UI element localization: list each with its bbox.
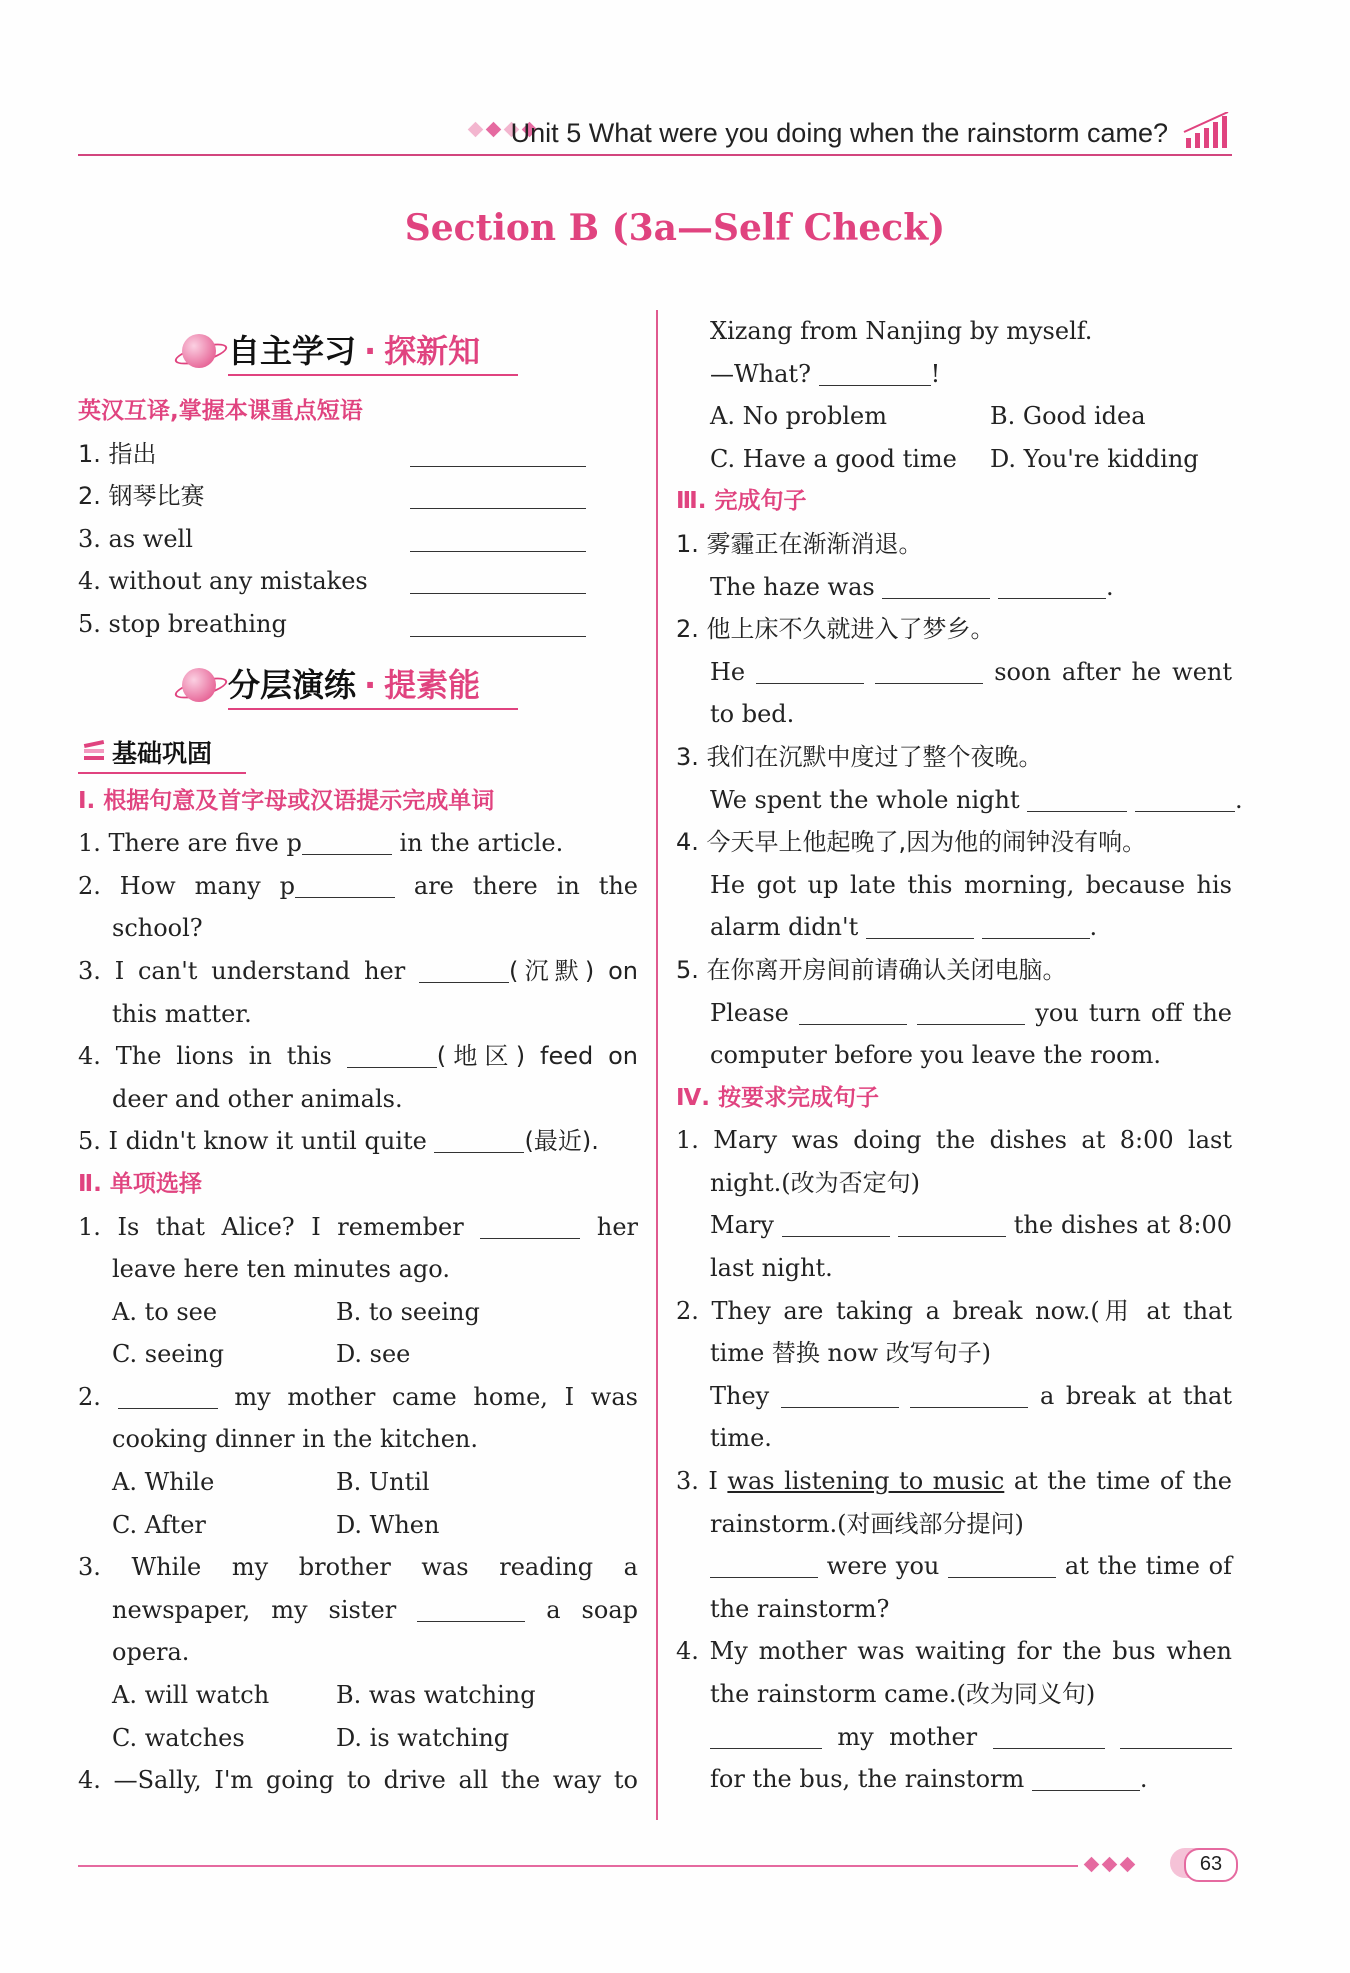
option-c[interactable]: C. watches <box>112 1723 245 1752</box>
question-line: time 替换 now 改写句子) <box>710 1339 991 1368</box>
option-b[interactable]: B. Good idea <box>990 402 1146 431</box>
answer-blank[interactable] <box>347 1037 437 1068</box>
question-line: 5. 在你离开房间前请确认关闭电脑。 <box>676 955 1067 984</box>
question-line: for the bus, the rainstorm . <box>676 1758 1232 1801</box>
question-line: were you at the time of <box>676 1545 1232 1588</box>
vocab-item: 1. 指出 <box>78 433 638 476</box>
answer-blank[interactable] <box>1135 781 1235 812</box>
left-column <box>78 312 638 1802</box>
unit-title: Unit 5 What were you doing when the rainstorm came? <box>510 118 1168 148</box>
option-c[interactable]: C. Have a good time <box>710 444 957 473</box>
answer-blank[interactable] <box>882 568 990 599</box>
question-line: the rainstorm came.(改为同义句) <box>710 1680 1096 1708</box>
underlined-phrase: was listening to music <box>727 1467 1005 1496</box>
question-line: 2. They are taking a break now.(用 at that <box>676 1296 1232 1325</box>
banner-self-study: 自主学习 · 探新知 <box>78 312 638 390</box>
question-line: 1. Is that Alice? I remember her <box>78 1206 638 1249</box>
answer-blank[interactable] <box>948 1547 1056 1578</box>
question-line: alarm didn't . <box>676 906 1232 949</box>
answer-blank[interactable] <box>866 908 974 939</box>
bar-signal-icon <box>1182 112 1238 148</box>
question-line: 4. My mother was waiting for the bus when <box>676 1637 1232 1666</box>
answer-blank[interactable] <box>480 1208 580 1239</box>
answer-blank[interactable] <box>982 908 1090 939</box>
option-b[interactable]: B. was watching <box>336 1681 536 1710</box>
question-line: 2. my mother came home, I was <box>78 1376 638 1419</box>
option-d[interactable]: D. is watching <box>336 1723 510 1752</box>
answer-blank[interactable] <box>302 824 392 855</box>
question-line: 3. While my brother was reading a <box>78 1553 638 1582</box>
answer-blank[interactable] <box>799 994 907 1025</box>
answer-blank[interactable] <box>1120 1718 1232 1749</box>
question-line: 1. 雾霾正在渐渐消退。 <box>676 529 923 558</box>
question-line: 2. 他上床不久就进入了梦乡。 <box>676 615 995 644</box>
answer-blank[interactable] <box>910 1377 1028 1408</box>
banner-label: 分层演练 <box>228 665 357 704</box>
question-line: He soon after he went <box>676 651 1232 694</box>
question-line: opera. <box>112 1638 190 1667</box>
answer-blank[interactable] <box>295 867 395 898</box>
page-header <box>78 112 1232 156</box>
answer-blank[interactable] <box>710 1718 822 1749</box>
banner-label: 自主学习 <box>228 332 357 370</box>
section-title: Section B (3a—Self Check) <box>404 207 946 249</box>
answer-blank[interactable] <box>410 636 586 637</box>
question-line: deer and other animals. <box>112 1084 403 1113</box>
options-line <box>78 1674 638 1717</box>
basic-heading: 基础巩固 <box>78 724 638 780</box>
question-line: 4. The lions in this (地区) feed on <box>78 1035 638 1078</box>
question-line: night.(改为否定句) <box>710 1168 920 1197</box>
options-line <box>78 1717 638 1760</box>
part1-heading: Ⅰ. 根据句意及首字母或汉语提示完成单词 <box>78 787 495 814</box>
vocab-item: 3. as well <box>78 518 638 561</box>
question-line: —What? ! <box>676 353 1232 396</box>
vocab-heading: 英汉互译,掌握本课重点短语 <box>78 398 363 424</box>
question-line: They a break at that <box>676 1375 1232 1418</box>
question-line: 3. I can't understand her (沉默) on <box>78 950 638 993</box>
option-d[interactable]: D. see <box>336 1340 411 1369</box>
answer-blank[interactable] <box>756 653 864 684</box>
vocab-item: 4. without any mistakes <box>78 560 638 603</box>
question-line: last night. <box>710 1254 833 1283</box>
answer-blank[interactable] <box>875 653 983 684</box>
answer-blank[interactable] <box>410 508 586 509</box>
answer-blank[interactable] <box>410 466 586 467</box>
question-line: Please you turn off the <box>676 992 1232 1035</box>
option-b[interactable]: B. Until <box>336 1468 430 1497</box>
options-line <box>78 1461 638 1504</box>
option-c[interactable]: C. After <box>112 1510 206 1539</box>
question-line: 4. 今天早上他起晚了,因为他的闹钟没有响。 <box>676 828 1147 857</box>
answer-blank[interactable] <box>419 952 509 983</box>
answer-blank[interactable] <box>998 568 1106 599</box>
question-line: 2. How many p are there in the <box>78 865 638 908</box>
question-line: Xizang from Nanjing by myself. <box>710 317 1093 345</box>
options-line <box>78 1291 638 1334</box>
question-line: this matter. <box>112 999 252 1028</box>
options-line <box>676 395 1232 438</box>
answer-blank[interactable] <box>917 994 1025 1025</box>
part3-heading: Ⅲ. 完成句子 <box>676 488 807 515</box>
question-line: 5. I didn't know it until quite (最近). <box>78 1120 638 1163</box>
question-line: Mary the dishes at 8:00 <box>676 1204 1232 1247</box>
question-line: school? <box>112 914 203 943</box>
question-line: 3. I was listening to music at the time of the <box>676 1467 1232 1496</box>
options-line <box>676 438 1232 481</box>
column-divider <box>656 310 658 1820</box>
option-a[interactable]: A. While <box>112 1468 215 1497</box>
option-c[interactable]: C. seeing <box>112 1340 224 1369</box>
question-line: computer before you leave the room. <box>710 1041 1161 1070</box>
question-line: He got up late this morning, because his <box>710 870 1232 899</box>
question-line: the rainstorm? <box>710 1594 890 1623</box>
part4-heading: Ⅳ. 按要求完成句子 <box>676 1084 880 1111</box>
question-line: 1. Mary was doing the dishes at 8:00 last <box>676 1126 1232 1155</box>
banner-practice: 分层演练 · 提素能 <box>78 646 638 724</box>
question-line: time. <box>710 1424 772 1453</box>
page-number: 63 <box>1184 1848 1238 1882</box>
answer-blank[interactable] <box>782 1206 890 1237</box>
answer-blank[interactable] <box>118 1378 218 1409</box>
books-icon <box>82 738 108 762</box>
option-a[interactable]: A. to see <box>112 1297 218 1326</box>
answer-blank[interactable] <box>819 355 931 386</box>
answer-blank[interactable] <box>417 1591 525 1622</box>
question-line: 1. There are five p in the article. <box>78 822 638 865</box>
answer-blank[interactable] <box>1032 1760 1140 1791</box>
question-line: 4. —Sally, I'm going to drive all the way to <box>78 1766 638 1795</box>
option-d[interactable]: D. When <box>336 1510 440 1539</box>
footer-rule <box>78 1865 1078 1867</box>
question-line: newspaper, my sister a soap <box>78 1589 638 1632</box>
option-a[interactable]: A. No problem <box>710 402 887 431</box>
part2-heading: Ⅱ. 单项选择 <box>78 1170 202 1197</box>
diamonds-icon <box>1086 1855 1140 1874</box>
options-line <box>78 1504 638 1547</box>
question-line: cooking dinner in the kitchen. <box>112 1425 479 1454</box>
vocab-item: 2. 钢琴比赛 <box>78 475 638 518</box>
question-line: rainstorm.(对画线部分提问) <box>710 1509 1024 1538</box>
option-b[interactable]: B. to seeing <box>336 1297 480 1326</box>
answer-blank[interactable] <box>898 1206 1006 1237</box>
answer-blank[interactable] <box>781 1377 899 1408</box>
answer-blank[interactable] <box>410 593 586 594</box>
option-d[interactable]: D. You're kidding <box>990 444 1199 473</box>
question-line: leave here ten minutes ago. <box>112 1255 450 1284</box>
option-a[interactable]: A. will watch <box>112 1681 270 1710</box>
question-line: to bed. <box>710 700 795 729</box>
vocab-item: 5. stop breathing <box>78 603 638 646</box>
answer-blank[interactable] <box>1027 781 1127 812</box>
banner-sublabel: 提素能 <box>384 665 481 704</box>
answer-blank[interactable] <box>434 1122 524 1153</box>
planet-ball-icon <box>182 668 216 702</box>
right-column <box>676 310 1243 1801</box>
answer-blank[interactable] <box>993 1718 1105 1749</box>
question-line: The haze was . <box>676 566 1232 609</box>
answer-blank[interactable] <box>410 551 586 552</box>
answer-blank[interactable] <box>710 1547 818 1578</box>
planet-ball-icon <box>182 334 216 368</box>
question-line: 3. 我们在沉默中度过了整个夜晚。 <box>676 742 1043 771</box>
banner-sublabel: 探新知 <box>384 332 481 370</box>
options-line <box>78 1333 638 1376</box>
question-line: my mother <box>676 1716 1232 1759</box>
question-line: We spent the whole night . <box>676 779 1232 822</box>
